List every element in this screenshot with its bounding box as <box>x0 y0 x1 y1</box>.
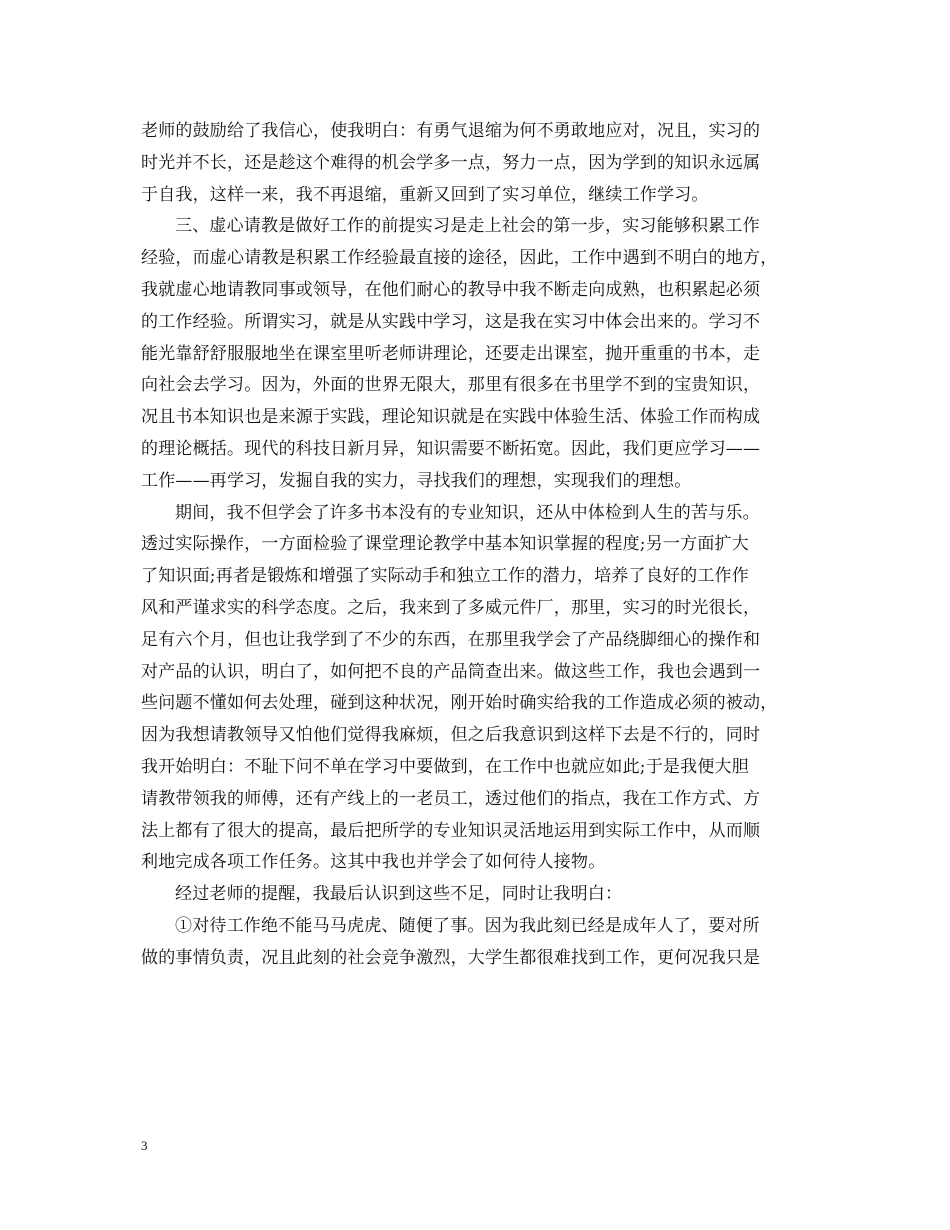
text-line: 利地完成各项工作任务。这其中我也并学会了如何待人接物。 <box>141 852 606 873</box>
text-line: 工作——再学习，发掘自我的实力，寻找我们的理想，实现我们的理想。 <box>141 470 692 491</box>
text-line: 透过实际操作，一方面检验了课堂理论教学中基本知识掌握的程度;另一方面扩大 <box>141 534 749 555</box>
paragraph <box>141 211 813 497</box>
text-line: ①对待工作绝不能马马虎虎、随便了事。因为我此刻已经是成年人了，要对所 <box>175 915 760 936</box>
text-line: 请教带领我的师傅，还有产线上的一老员工，透过他们的指点，我在工作方式、方 <box>141 788 761 809</box>
page-number: 3 <box>141 1138 148 1153</box>
body-text <box>141 116 813 975</box>
paragraph <box>141 879 813 911</box>
paragraph <box>141 911 813 975</box>
text-line: 向社会去学习。因为，外面的世界无限大，那里有很多在书里学不到的宝贵知识， <box>141 375 761 396</box>
text-line: 时光并不长，还是趁这个难得的机会学多一点，努力一点，因为学到的知识永远属 <box>141 152 761 173</box>
text-line: 期间，我不但学会了许多书本没有的专业知识，还从中体检到人生的苦与乐。 <box>175 502 760 523</box>
text-line: 经验，而虚心请教是积累工作经验最直接的途径，因此，工作中遇到不明白的地方， <box>141 248 778 269</box>
paragraph <box>141 498 813 880</box>
text-line: 经过老师的提醒，我最后认识到这些不足，同时让我明白： <box>175 884 623 905</box>
text-line: 的理论概括。现代的科技日新月异，知识需要不断拓宽。因此，我们更应学习—— <box>141 438 761 459</box>
text-line: 我开始明白：不耻下问不单在学习中要做到，在工作中也就应如此;于是我便大胆 <box>141 756 749 777</box>
text-line: 了知识面;再者是锻炼和增强了实际动手和独立工作的潜力，培养了良好的工作作 <box>141 566 749 587</box>
text-line: 些问题不懂如何去处理，碰到这种状况，刚开始时确实给我的工作造成必须的被动， <box>141 693 778 714</box>
text-line: 风和严谨求实的科学态度。之后，我来到了多威元件厂，那里，实习的时光很长， <box>141 597 761 618</box>
text-line: 因为我想请教领导又怕他们觉得我麻烦，但之后我意识到这样下去是不行的，同时 <box>141 725 761 746</box>
paragraph <box>141 116 813 211</box>
text-line: 足有六个月，但也让我学到了不少的东西，在那里我学会了产品绕脚细心的操作和 <box>141 629 761 650</box>
text-line: 的工作经验。所谓实习，就是从实践中学习，这是我在实习中体会出来的。学习不 <box>141 311 761 332</box>
text-line: 老师的鼓励给了我信心，使我明白：有勇气退缩为何不勇敢地应对，况且，实习的 <box>141 121 761 141</box>
text-line: 三、虚心请教是做好工作的前提实习是走上社会的第一步，实习能够积累工作 <box>175 216 760 237</box>
text-line: 做的事情负责，况且此刻的社会竞争激烈，大学生都很难找到工作，更何况我只是 <box>141 947 761 968</box>
text-line: 法上都有了很大的提高，最后把所学的专业知识灵活地运用到实际工作中，从而顺 <box>141 820 761 841</box>
text-line: 能光靠舒舒服服地坐在课室里听老师讲理论，还要走出课室，抛开重重的书本，走 <box>141 343 761 364</box>
text-line: 况且书本知识也是来源于实践，理论知识就是在实践中体验生活、体验工作而构成 <box>141 407 761 428</box>
text-line: 于自我，这样一来，我不再退缩，重新又回到了实习单位，继续工作学习。 <box>141 184 709 205</box>
text-line: 对产品的认识，明白了，如何把不良的产品筒查出来。做这些工作，我也会遇到一 <box>141 661 761 682</box>
text-line: 我就虚心地请教同事或领导，在他们耐心的教导中我不断走向成熟，也积累起必须 <box>141 279 761 300</box>
